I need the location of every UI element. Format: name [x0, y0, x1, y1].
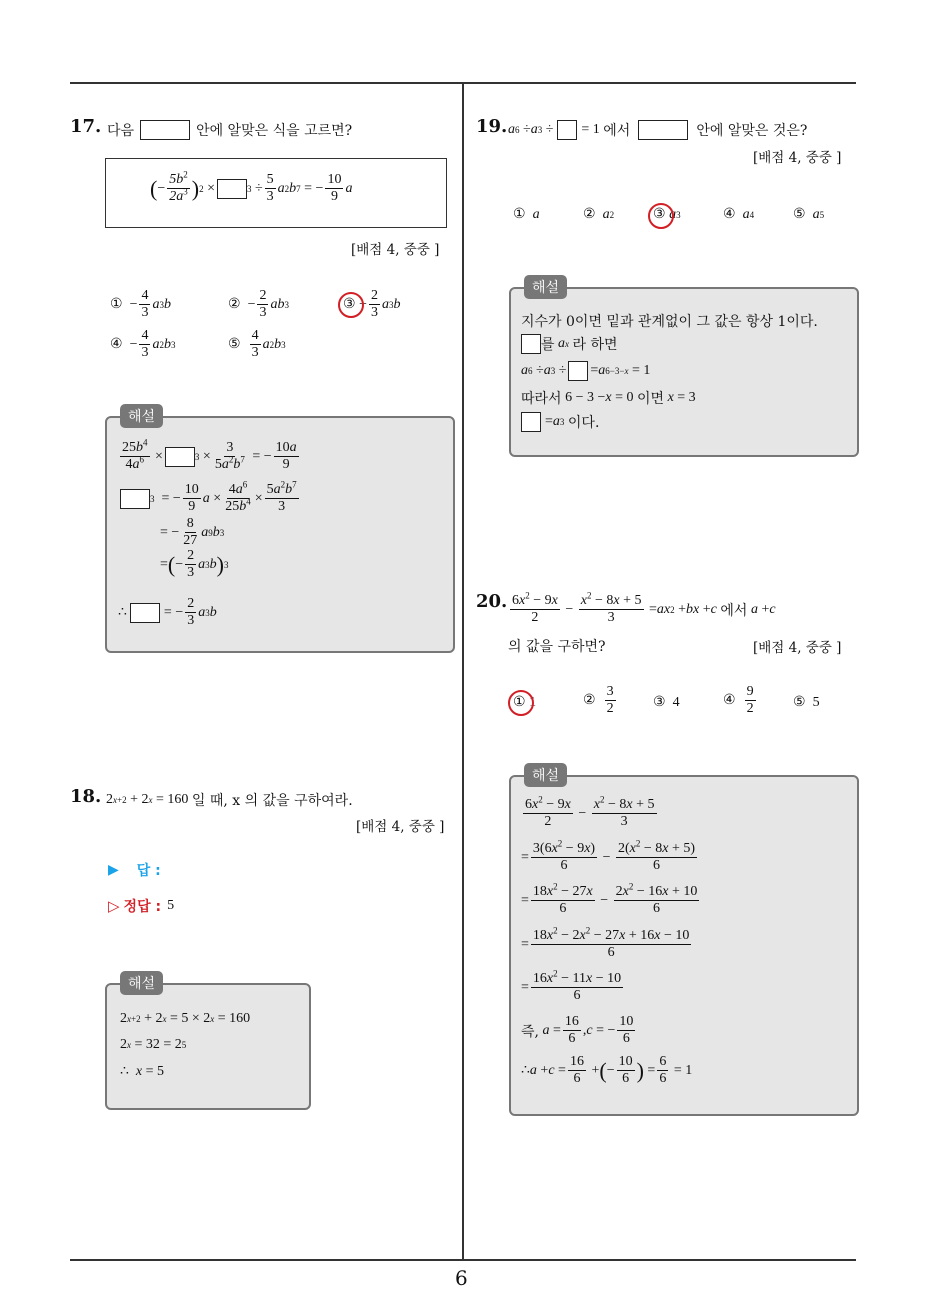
answer-arrow-icon: ▶: [108, 862, 119, 878]
q20-exp-line1: $\frac{6x^2 - 9x}{2}$ − $\frac{x^2 - 8x + 5}{3}$: [525, 794, 655, 830]
q17-exp-line2: 3 = − $\frac{10}{9}$ a × $\frac{4a^6}{25b^4}$ × $\frac{5a^2b^7}{3}$: [120, 482, 301, 515]
q17-number: 17.: [70, 116, 102, 137]
q19-exp-line1: 지수가 0이면 밑과 관계없이 그 값은 항상 1이다.: [521, 314, 818, 330]
q20-prompt: $\frac{6x^2 - 9x}{2}$ − $\frac{x^2 - 8x + 5}{3}$ = ax 2 + bx + c 에서 a + c: [512, 590, 776, 626]
q20-exp-line4: = $\frac{18x^2 - 2x^2 - 27x + 16x - 10}{6}$: [521, 925, 690, 961]
q18-number: 18.: [70, 786, 102, 807]
q19-option-5[interactable]: ⑤ a 5: [793, 206, 825, 222]
column-divider: [462, 83, 464, 1260]
q18-exp-line2: 2 x = 32 = 2 5: [120, 1037, 187, 1052]
q20-option-5[interactable]: ⑤ 5: [793, 694, 820, 710]
q19-exp-line2: 를 a x 라 하면: [521, 334, 618, 354]
q17-selected-circle: [338, 292, 364, 318]
q20-exp-line2: = $\frac{3(6x^2 - 9x)}{6}$ − $\frac{2(x^2 - 8x + 5)}{6}$: [521, 838, 696, 874]
q19-option-3[interactable]: ③ a 3: [653, 206, 681, 222]
q20-exp-line7: ∴ a + c = $\frac{16}{6}$ + ( − $\frac{10}{6}$ ) = $\frac{6}{6}$ = 1: [521, 1054, 693, 1087]
q17-option-2[interactable]: ② − $\frac{2}{3}$ ab 3: [228, 288, 289, 321]
q19-explanation-tag: 해설: [524, 275, 567, 299]
q17-exp-line1: $\frac{25b^4}{4a^6}$ × 3 × $\frac{3}{5a^2b^7}$ = − $\frac{10a}{9}$: [122, 437, 297, 473]
q17-explanation-tag: 해설: [120, 404, 163, 428]
q17-option-5[interactable]: ⑤ $\frac{4}{3}$ a 2 b 3: [228, 328, 286, 361]
q19-option-1[interactable]: ① a: [513, 206, 540, 222]
q17-option-3[interactable]: ③ − $\frac{2}{3}$ a 3 b: [343, 288, 401, 321]
q20-option-4[interactable]: ④ $\frac{9}{2}$: [723, 684, 754, 717]
q19-option-2[interactable]: ② a 2: [583, 206, 615, 222]
correct-arrow-icon: ▷: [108, 897, 120, 915]
q18-exp-line1: 2 x+2 + 2 x = 5 × 2 x = 160: [120, 1011, 251, 1026]
q18-meta: [배점 4, 중중 ]: [356, 819, 445, 835]
q17-equation: ( − $\frac{5b^2}{2a^3}$ ) 2 × 3 ÷ $\frac{5}{3}$ a 2 b 7 = − $\frac{10}{9}$ a: [150, 169, 353, 205]
q19-selected-circle: [648, 203, 674, 229]
answer-blank-box: [140, 120, 190, 140]
q17-option-4[interactable]: ④ − $\frac{4}{3}$ a 2 b 3: [110, 328, 176, 361]
q19-exp-line5: = a 3 이다.: [521, 412, 599, 432]
q17-exp-line5: ∴ = − $\frac{2}{3}$ a 3 b: [118, 596, 217, 629]
q19-prompt: a 6 ÷ a 3 ÷ = 1 에서 안에 알맞은 것은?: [508, 122, 808, 139]
q17-exp-line3: = − $\frac{8}{27}$ a 9 b 3: [160, 516, 225, 549]
q18-correct-row: ▷ 정답 : 5: [108, 897, 175, 915]
q20-exp-line5: = $\frac{16x^2 - 11x - 10}{6}$: [521, 968, 622, 1004]
q19-option-4[interactable]: ④ a 4: [723, 206, 755, 222]
q20-exp-line6: 즉, a = $\frac{16}{6}$ , c = − $\frac{10}{6}$: [521, 1014, 634, 1047]
q18-exp-line3: ∴ x = 5: [120, 1063, 165, 1079]
q20-option-2[interactable]: ② $\frac{3}{2}$: [583, 684, 614, 717]
q19-exp-line4: 따라서 6 − 3 − x = 0 이면 x = 3: [521, 390, 696, 407]
q20-number: 20.: [476, 591, 508, 612]
q18-prompt: 일 때, x 의 값을 구하여라.: [191, 793, 353, 809]
q20-exp-line3: = $\frac{18x^2 - 27x}{6}$ − $\frac{2x^2 - 16x + 10}{6}$: [521, 881, 698, 917]
q18-equation: 2 x+2 + 2 x = 160 일 때, x 의 값을 구하여라.: [106, 792, 353, 809]
q17-exp-line4: = ( − $\frac{2}{3}$ a 3 b ) 3: [160, 548, 229, 581]
q20-option-3[interactable]: ③ 4: [653, 694, 680, 710]
q20-selected-circle: [508, 690, 537, 716]
bottom-rule: [70, 1259, 856, 1261]
q19-exp-line3: a 6 ÷ a 3 ÷ = a 6−3−x = 1: [521, 361, 650, 381]
q20-prompt-2: 의 값을 구하면?: [508, 639, 606, 655]
q18-explanation-tag: 해설: [120, 971, 163, 995]
q17-option-1[interactable]: ① − $\frac{4}{3}$ a 3 b: [110, 288, 171, 321]
q20-meta: [배점 4, 중중 ]: [753, 640, 842, 656]
q20-option-1[interactable]: ① 1: [513, 694, 537, 710]
page-number: 6: [455, 1266, 468, 1290]
q17-prompt: 다음 안에 알맞은 식을 고르면?: [107, 120, 352, 140]
q19-number: 19.: [476, 116, 508, 137]
q20-explanation-tag: 해설: [524, 763, 567, 787]
q18-answer-row[interactable]: ▶ 답 :: [108, 862, 161, 879]
q19-meta: [배점 4, 중중 ]: [753, 150, 842, 166]
q17-meta: [배점 4, 중중 ]: [351, 242, 440, 258]
